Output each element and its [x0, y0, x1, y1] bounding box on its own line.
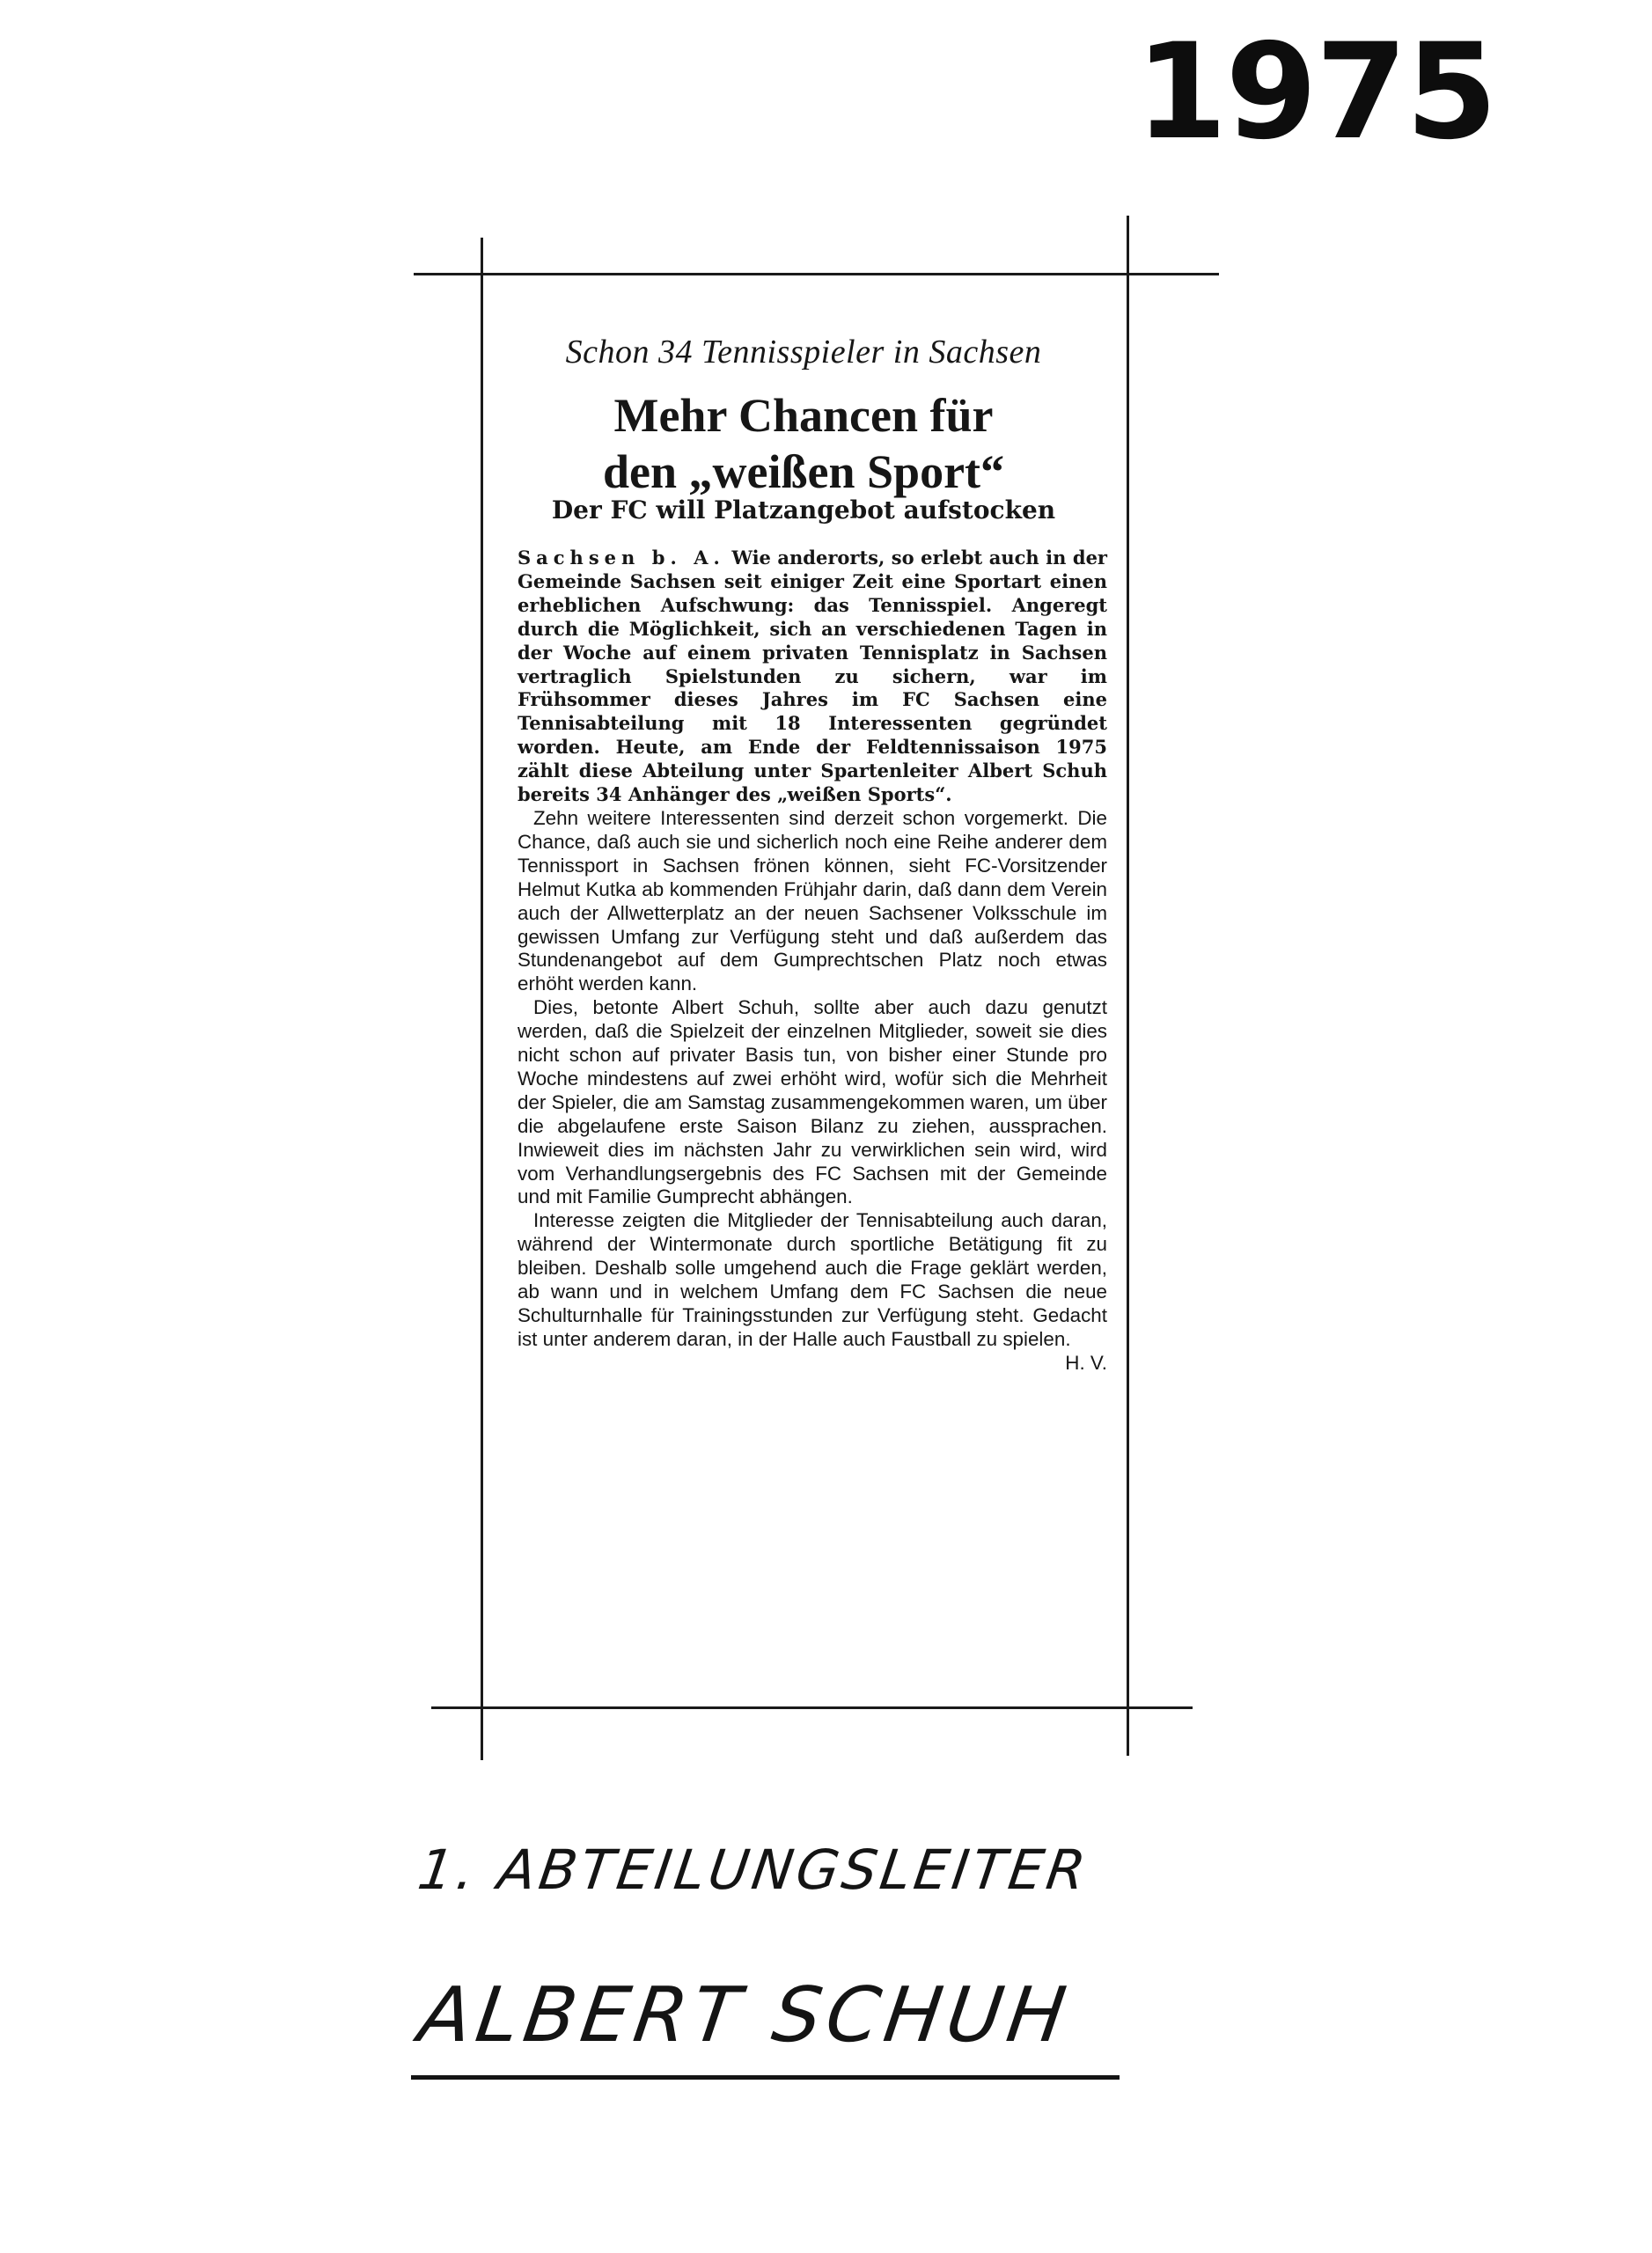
article-headline: [482, 387, 1125, 500]
article-body: [518, 547, 1107, 1376]
caption-name: ALBERT SCHUH: [414, 1971, 1076, 2059]
crop-line-right: [1127, 216, 1129, 1756]
article-kicker: Schon 34 Tennisspieler in Sachsen: [565, 334, 1042, 371]
year-heading: 1975: [1135, 16, 1496, 169]
headline-line-2: den „weißen Sport“: [602, 445, 1005, 498]
paragraph-3: Dies, betonte Albert Schuh, sollte aber auch dazu genutzt werden, daß die Spielzeit der einzelnen Mitglieder, soweit sie dies nicht schon auf privater Basis tun, von bisher einer Stunde pro Woche mindestens auf zwei erhöht wird, wofür sich die Mehrheit der Spieler, die am Samstag zusammengekommen waren, um über die abgelaufene erste Saison Bilanz zu ziehen, aussprachen. Inwieweit dies im nächsten Jahr zu verwirklichen sein wird, wird vom Verhandlungsergebnis des FC Sachsen mit der Gemeinde und mit Familie Gumprecht abhängen.: [518, 996, 1107, 1208]
crop-line-bottom: [431, 1706, 1193, 1709]
paragraph-2: Zehn weitere Interessenten sind derzeit schon vorgemerkt. Die Chance, daß auch sie und sicherlich noch eine Reihe anderer dem Tennissport in Sachsen frönen können, sieht FC-Vorsitzender Helmut Kutka ab kommenden Frühjahr darin, daß dann dem Verein auch der Allwetterplatz an der neuen Sachsener Volksschule im gewissen Umfang zur Verfügung steht und daß außerdem das Stundenangebot auf dem Gumprechtschen Platz noch etwas erhöht werden kann.: [518, 806, 1107, 995]
lead-text: Wie anderorts, so erlebt auch in der Gemeinde Sachsen seit einiger Zeit eine Sportart einen erheblichen Aufschwung: das Tennisspiel. Angeregt durch die Möglichkeit, sich an verschiedenen Tagen in der Woche auf einem privaten Tennisplatz in Sachsen vertraglich Spielstunden zu sichern, war im Frühsommer dieses Jahres im FC Sachsen eine Tennisabteilung mit 18 Interessenten gegründet worden. Heute, am Ende der Feldtennissaison 1975 zählt diese Abteilung unter Spartenleiter Albert Schuh bereits 34 Anhänger des „weißen Sports“.: [518, 547, 1108, 806]
name-underline: [411, 2075, 1120, 2080]
crop-line-top: [414, 273, 1219, 275]
article-subhead: Der FC will Platzangebot aufstocken: [551, 495, 1056, 525]
paragraph-4: [518, 1209, 1107, 1374]
lead-paragraph: [518, 547, 1107, 807]
newspaper-clipping: [482, 277, 1125, 1659]
paragraph-4-text: Interesse zeigten die Mitglieder der Tennisabteilung auch daran, während der Wintermonate durch sportliche Betätigung fit zu bleiben. Deshalb solle umgehend auch die Frage geklärt werden, ab wann und in welchem Umfang dem FC Sachsen die neue Schulturnhalle für Trainingsstunden zur Verfügung steht. Gedacht ist unter anderem daran, in der Halle auch Faustball zu spielen.: [518, 1209, 1107, 1350]
dateline: Sachsen b. A.: [518, 547, 725, 569]
headline-line-1: Mehr Chancen für: [613, 389, 994, 442]
caption-role: 1. ABTEILUNGSLEITER: [414, 1838, 1093, 1902]
author-signature: H. V.: [1065, 1351, 1107, 1374]
